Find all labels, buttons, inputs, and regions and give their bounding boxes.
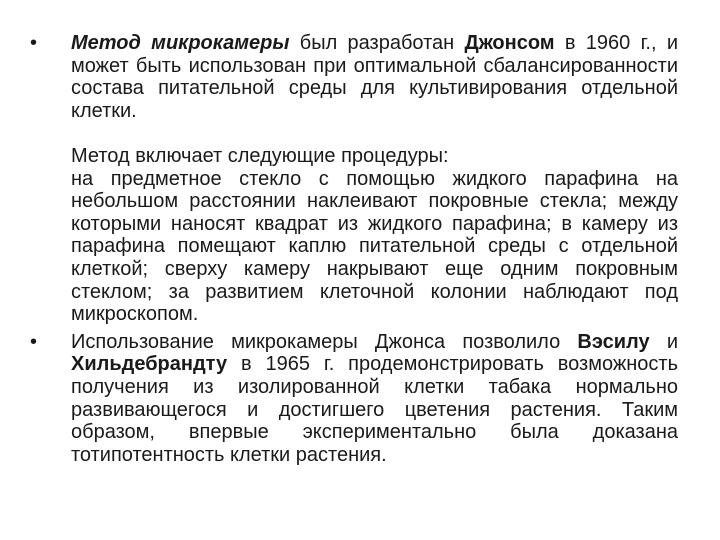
bullet-item-totipotency [30,331,678,467]
bullet-list [30,32,678,466]
method-text-1: был разработан [289,32,465,54]
method-text-2: в 1960 г., и может быть использован при оптимальной сбалансированности состава питательной среды для культивирования отдельной клетки. [71,32,678,122]
bullet-dot-icon: • [30,330,38,353]
scientist-name-1: Вэсилу [577,330,650,353]
totipotency-text-3: в 1965 г. продемонстрировать возможность получения из изолированной клетки табака нормально развивающегося и достигшего цветения растения. Таким образом, впервые экспериментально была доказана тотипотентность клетки растения. [71,353,678,466]
totipotency-text-1: Использование микрокамеры Джонса позволило [71,330,578,353]
method-term: Метод микрокамеры [71,32,290,54]
author-name: Джонсом [464,32,555,54]
totipotency-text-2: и [649,330,679,353]
method-description-paragraph [71,32,678,122]
scientist-name-2: Хильдебрандту [71,353,228,376]
bullet-dot-icon: • [30,32,38,54]
totipotency-paragraph [71,331,678,467]
bullet-item-microchamber-method [30,32,678,326]
procedure-paragraph [71,145,678,326]
procedure-body: на предметное стекло с помощью жидкого парафина на небольшом расстоянии наклеивают покровные стекла; между которыми наносят квадрат из жидкого парафина; в камеру из парафина помещают каплю питательной среды с отдельной клеткой; сверху камеру накрывают еще одним покровным стеклом; за развитием клеточной колонии наблюдают под микроскопом. [71,167,678,326]
procedure-intro: Метод включает следующие процедуры: [71,144,449,167]
